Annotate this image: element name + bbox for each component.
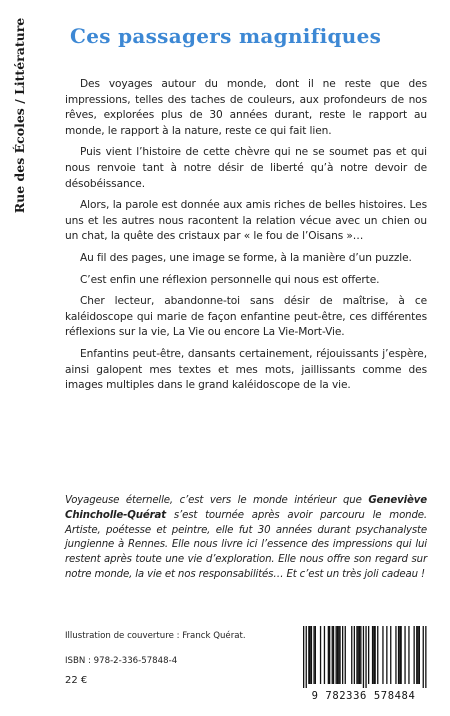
spine-text: Rue des Écoles / Littérature (12, 17, 28, 213)
author-bio (65, 494, 427, 583)
barcode-bar (339, 626, 340, 684)
barcode-bar (368, 626, 369, 684)
barcode-bar (390, 626, 391, 684)
blurb-paragraph-6: Cher lecteur, abandonne-toi sans désir de maîtrise, à ce kaléidoscope qui marie de façon enfantine peut-être, ces différentes réflexions sur la vie, La Vie ou encore La Vie-Mort-Vie. (65, 295, 427, 339)
barcode-bar (365, 626, 366, 688)
barcode-bar (333, 626, 334, 684)
isbn-label: ISBN : 978-2-336-57848-4 (65, 656, 178, 666)
price-label: 22 € (65, 675, 88, 686)
barcode-bar (414, 626, 415, 684)
barcode-bar (395, 626, 396, 684)
barcode-bar (315, 626, 316, 684)
barcode-bar (320, 626, 321, 684)
barcode-bar (342, 626, 343, 684)
blurb-paragraph-5: C’est enfin une réflexion personnelle qui nous est offerte. (80, 273, 380, 286)
barcode-bar (423, 626, 424, 688)
blurb-paragraph-3: Alors, la parole est donnée aux amis riches de belles histoires. Les uns et les autres nous racontent la relation vécue avec un chien ou un chat, la quête des cristaux par « le fou de l’Oisans »… (65, 199, 427, 243)
barcode-bar (359, 626, 360, 684)
barcode-bar (398, 626, 399, 684)
barcode-bar (363, 626, 364, 688)
barcode-bar (404, 626, 405, 684)
barcode-bar (373, 626, 374, 684)
barcode-bar (328, 626, 329, 684)
barcode-bar (419, 626, 420, 684)
barcode-bar (417, 626, 418, 684)
barcode-bar (303, 626, 304, 688)
blurb-paragraph-2: Puis vient l’histoire de cette chèvre qui ne se soumet pas et qui nous renvoie tant à notre désir de liberté qu’à notre devoir de désobéissance. (65, 146, 427, 190)
blurb-paragraph-7: Enfantins peut-être, dansants certainement, réjouissants j’espère, ainsi galopent mes textes et mes mots, jaillissants comme des images multiples dans le grand kaléidoscope de la vie. (65, 347, 427, 392)
barcode-bar (308, 626, 309, 684)
barcode-bar (345, 626, 346, 684)
barcode-bar (310, 626, 311, 684)
barcode-bar (332, 626, 333, 684)
barcode-bar (313, 626, 314, 684)
barcode-bar (329, 626, 330, 684)
barcode-bar (356, 626, 357, 684)
barcode-bar (324, 626, 325, 684)
barcode-bar (351, 626, 352, 684)
barcode-digits: 9 782336 578484 (311, 690, 416, 702)
barcode-bar (336, 626, 337, 684)
cover-credit: Illustration de couverture : Franck Quérat. (65, 631, 246, 641)
barcode-bar (358, 626, 359, 684)
barcode-bar (311, 626, 312, 684)
barcode (300, 626, 427, 706)
book-title: Ces passagers magnifiques (70, 24, 382, 48)
barcode-bar (382, 626, 383, 684)
barcode-bar (425, 626, 426, 688)
barcode-bar (386, 626, 387, 684)
barcode-bar (360, 626, 361, 684)
author-name: Geneviève Chincholle-Quérat (65, 495, 427, 521)
barcode-bar (306, 626, 307, 688)
blurb-text (65, 77, 427, 400)
blurb-paragraph-1: Des voyages autour du monde, dont il ne reste que des impressions, telles des taches de couleurs, aux profondeurs de nos rêves, explorées plus de 30 années durant, reste le rapport au monde, le rapport à la nature, reste ce qui fait lien. (65, 78, 427, 137)
barcode-bar (401, 626, 402, 684)
blurb-paragraph-4: Au fil des pages, une image se forme, à la manière d’un puzzle. (80, 251, 412, 264)
spine-label (9, 15, 31, 215)
barcode-bar (338, 626, 339, 684)
bio-rest: s’est tournée après avoir parcouru le monde. Artiste, poétesse et peintre, elle fut 30 années durant psychanalyste jungienne à Rennes. Elle nous livre ici l’essence des impressions qui lui restent après toute une vie d’exploration. Elle nous offre son regard sur notre monde, la vie et nos responsabilités… Et c’est un très joli cadeau ! (65, 509, 427, 580)
barcode-bar (408, 626, 409, 684)
barcode-bar (416, 626, 417, 684)
barcode-bar (399, 626, 400, 684)
barcode-bar (372, 626, 373, 684)
barcode-bar (337, 626, 338, 684)
barcode-bars (300, 626, 427, 688)
bio-intro: Voyageuse éternelle, c’est vers le monde intérieur que (65, 495, 369, 506)
barcode-bar (375, 626, 376, 684)
barcode-bar (354, 626, 355, 684)
barcode-bar (377, 626, 378, 684)
